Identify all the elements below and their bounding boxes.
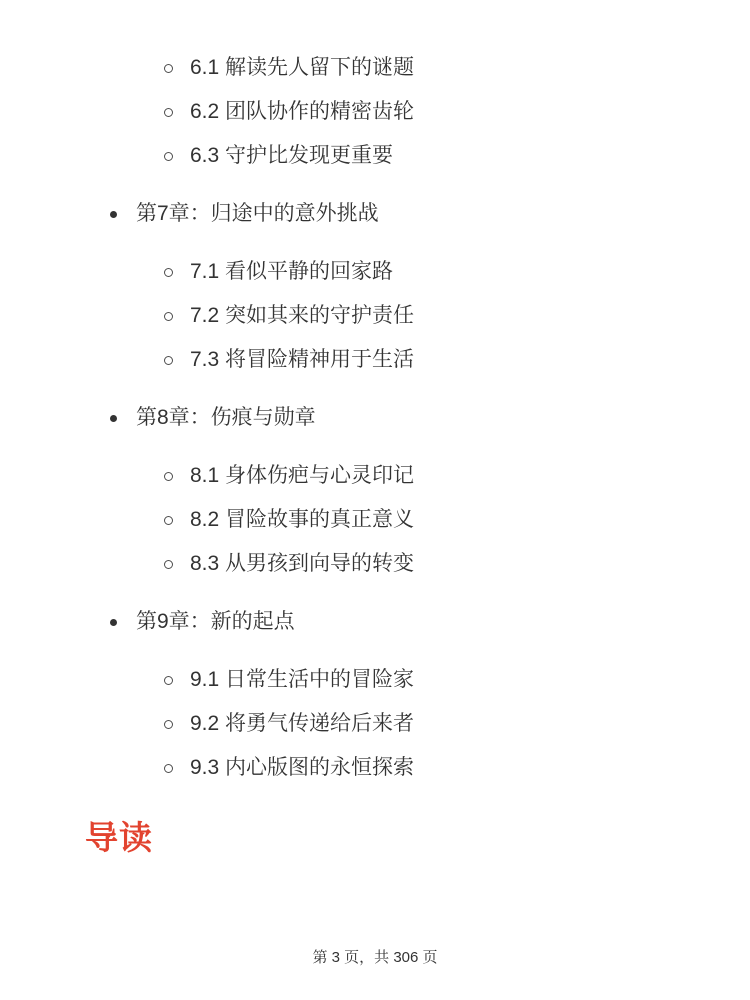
chapter8-subitem-list xyxy=(0,454,750,586)
toc-chapter-label: 第9章：新的起点 xyxy=(136,610,295,633)
toc-chapter-label: 第8章：伤痕与勋章 xyxy=(136,406,316,429)
circle-bullet-icon xyxy=(164,268,173,277)
toc-subitem-label: 9.3 内心版图的永恒探索 xyxy=(190,756,415,779)
circle-bullet-icon xyxy=(164,676,173,685)
chapter7-subitem-list xyxy=(0,250,750,382)
circle-bullet-icon xyxy=(164,516,173,525)
toc-subitem-label: 7.2 突如其来的守护责任 xyxy=(190,304,415,327)
toc-subitem-label: 8.1 身体伤疤与心灵印记 xyxy=(190,464,415,487)
chapter7-group xyxy=(0,192,750,382)
circle-bullet-icon xyxy=(164,560,173,569)
page-number-footer: 第 3 页，共 306 页 xyxy=(312,949,438,966)
toc-subitem-label: 6.1 解读先人留下的谜题 xyxy=(190,56,415,79)
circle-bullet-icon xyxy=(164,764,173,773)
toc-chapter-item xyxy=(0,192,750,236)
toc-subitem xyxy=(0,746,750,790)
toc-subitem-label: 7.3 将冒险精神用于生活 xyxy=(190,348,415,371)
toc-subitem-label: 9.2 将勇气传递给后来者 xyxy=(190,712,415,735)
circle-bullet-icon xyxy=(164,64,173,73)
toc-subitem xyxy=(0,134,750,178)
chapter9-subitem-list xyxy=(0,658,750,790)
circle-bullet-icon xyxy=(164,108,173,117)
circle-bullet-icon xyxy=(164,472,173,481)
disc-bullet-icon xyxy=(110,211,117,218)
circle-bullet-icon xyxy=(164,356,173,365)
toc-subitem xyxy=(0,90,750,134)
toc-subitem xyxy=(0,250,750,294)
toc-chapter-item xyxy=(0,396,750,440)
toc-chapter-item xyxy=(0,600,750,644)
toc-subitem xyxy=(0,542,750,586)
disc-bullet-icon xyxy=(110,619,117,626)
toc-subitem xyxy=(0,338,750,382)
circle-bullet-icon xyxy=(164,312,173,321)
circle-bullet-icon xyxy=(164,152,173,161)
section-heading-daodu: 导读 xyxy=(85,819,153,856)
toc-subitem xyxy=(0,294,750,338)
toc-subitem-label: 8.3 从男孩到向导的转变 xyxy=(190,552,415,575)
toc-subitem xyxy=(0,498,750,542)
chapter6-subitem-list xyxy=(0,46,750,178)
toc-subitem xyxy=(0,46,750,90)
toc-chapter-label: 第7章：归途中的意外挑战 xyxy=(136,202,379,225)
toc-subitem-label: 7.1 看似平静的回家路 xyxy=(190,260,394,283)
circle-bullet-icon xyxy=(164,720,173,729)
toc-subitem xyxy=(0,658,750,702)
toc-subitem xyxy=(0,702,750,746)
disc-bullet-icon xyxy=(110,415,117,422)
toc-subitem-label: 6.3 守护比发现更重要 xyxy=(190,144,394,167)
chapter9-group xyxy=(0,600,750,790)
toc-subitem xyxy=(0,454,750,498)
toc-subitem-label: 9.1 日常生活中的冒险家 xyxy=(190,668,415,691)
toc-subitem-label: 8.2 冒险故事的真正意义 xyxy=(190,508,415,531)
toc-subitem-label: 6.2 团队协作的精密齿轮 xyxy=(190,100,415,123)
chapter8-group xyxy=(0,396,750,586)
